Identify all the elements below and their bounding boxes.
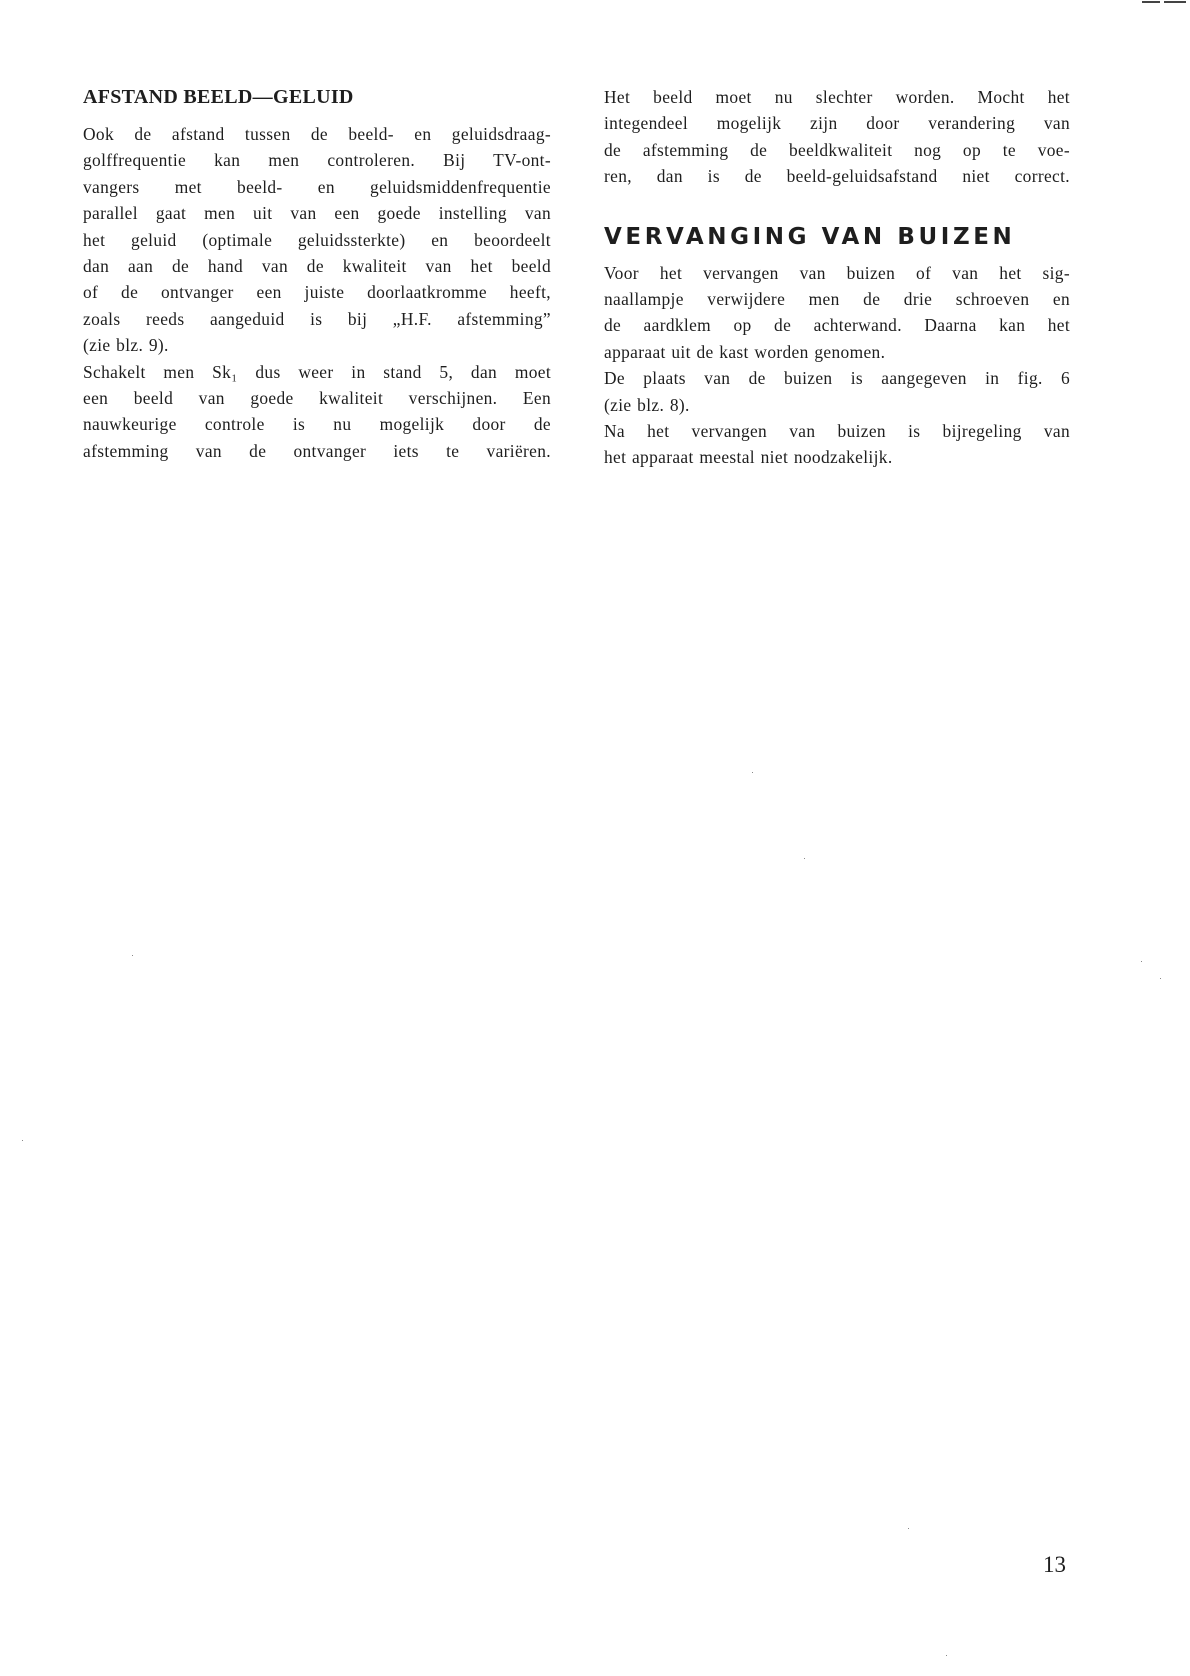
- text-line: Schakelt men Sk₁ dus weer in stand 5, dan moet: [83, 361, 551, 382]
- paragraph-afstand-intro: [83, 121, 551, 359]
- text-line: ren, dan is de beeld-geluidsafstand niet correct.: [604, 166, 1070, 187]
- text-line: (zie blz. 9).: [83, 335, 169, 356]
- scan-speck: [908, 1528, 909, 1529]
- right-column: [604, 84, 1070, 471]
- text-line: naallampje verwijdere men de drie schroeven en: [604, 288, 1070, 309]
- page-number: 13: [1043, 1552, 1066, 1577]
- corner-scan-mark: [1120, 0, 1190, 4]
- text-line: parallel gaat men uit van een goede instelling van: [83, 203, 551, 224]
- text-line: apparaat uit de kast worden genomen.: [604, 341, 886, 362]
- text-line: dan aan de hand van de kwaliteit van het beeld: [83, 255, 551, 276]
- text-line: het geluid (optimale geluidssterkte) en beoordeelt: [83, 229, 551, 250]
- scan-speck: [22, 1140, 23, 1141]
- text-line: Ook de afstand tussen de beeld- en geluidsdraag-: [83, 124, 551, 144]
- text-line: of de ontvanger een juiste doorlaatkromme heeft,: [83, 282, 551, 303]
- paragraph-vervangen-buizen: [604, 260, 1070, 366]
- scan-speck: [1141, 961, 1142, 962]
- text-line: Na het vervangen van buizen is bijregeling van: [604, 420, 1070, 441]
- text-line: afstemming van de ontvanger iets te variëren.: [83, 440, 551, 461]
- paragraph-beeld-slechter: [604, 84, 1070, 190]
- text-line: De plaats van de buizen is aangegeven in fig. 6: [604, 368, 1070, 389]
- text-line: zoals reeds aangeduid is bij „H.F. afstemming”: [83, 308, 551, 329]
- text-line: vangers met beeld- en geluidsmiddenfrequentie: [83, 176, 551, 197]
- scan-speck: [752, 772, 753, 773]
- paragraph-schakelt: [83, 359, 551, 465]
- text-line: Voor het vervangen van buizen of van het sig-: [604, 262, 1070, 283]
- text-line: een beeld van goede kwaliteit verschijnen. Een: [83, 387, 551, 408]
- scan-speck: [946, 1655, 947, 1656]
- text-line: golffrequentie kan men controleren. Bij TV-ont-: [83, 150, 551, 171]
- scan-speck: [804, 858, 805, 859]
- text-line: nauwkeurige controle is nu mogelijk door de: [83, 414, 551, 435]
- text-line: het apparaat meestal niet noodzakelijk.: [604, 447, 893, 468]
- scan-speck: [132, 955, 133, 956]
- paragraph-plaats-buizen: [604, 365, 1070, 418]
- section-heading-afstand-beeld-geluid: AFSTAND BEELD—GELUID: [83, 86, 354, 108]
- paragraph-bijregeling: [604, 418, 1070, 471]
- section-heading-vervanging-van-buizen: VERVANGING VAN BUIZEN: [604, 223, 1016, 250]
- text-line: integendeel mogelijk zijn door verandering van: [604, 113, 1070, 134]
- scan-speck: [1160, 978, 1161, 979]
- left-column: [83, 84, 551, 464]
- text-line: Het beeld moet nu slechter worden. Mocht het: [604, 87, 1070, 107]
- text-line: de afstemming de beeldkwaliteit nog op te voe-: [604, 139, 1070, 160]
- text-line: de aardklem op de achterwand. Daarna kan het: [604, 315, 1070, 336]
- text-line: (zie blz. 8).: [604, 394, 690, 415]
